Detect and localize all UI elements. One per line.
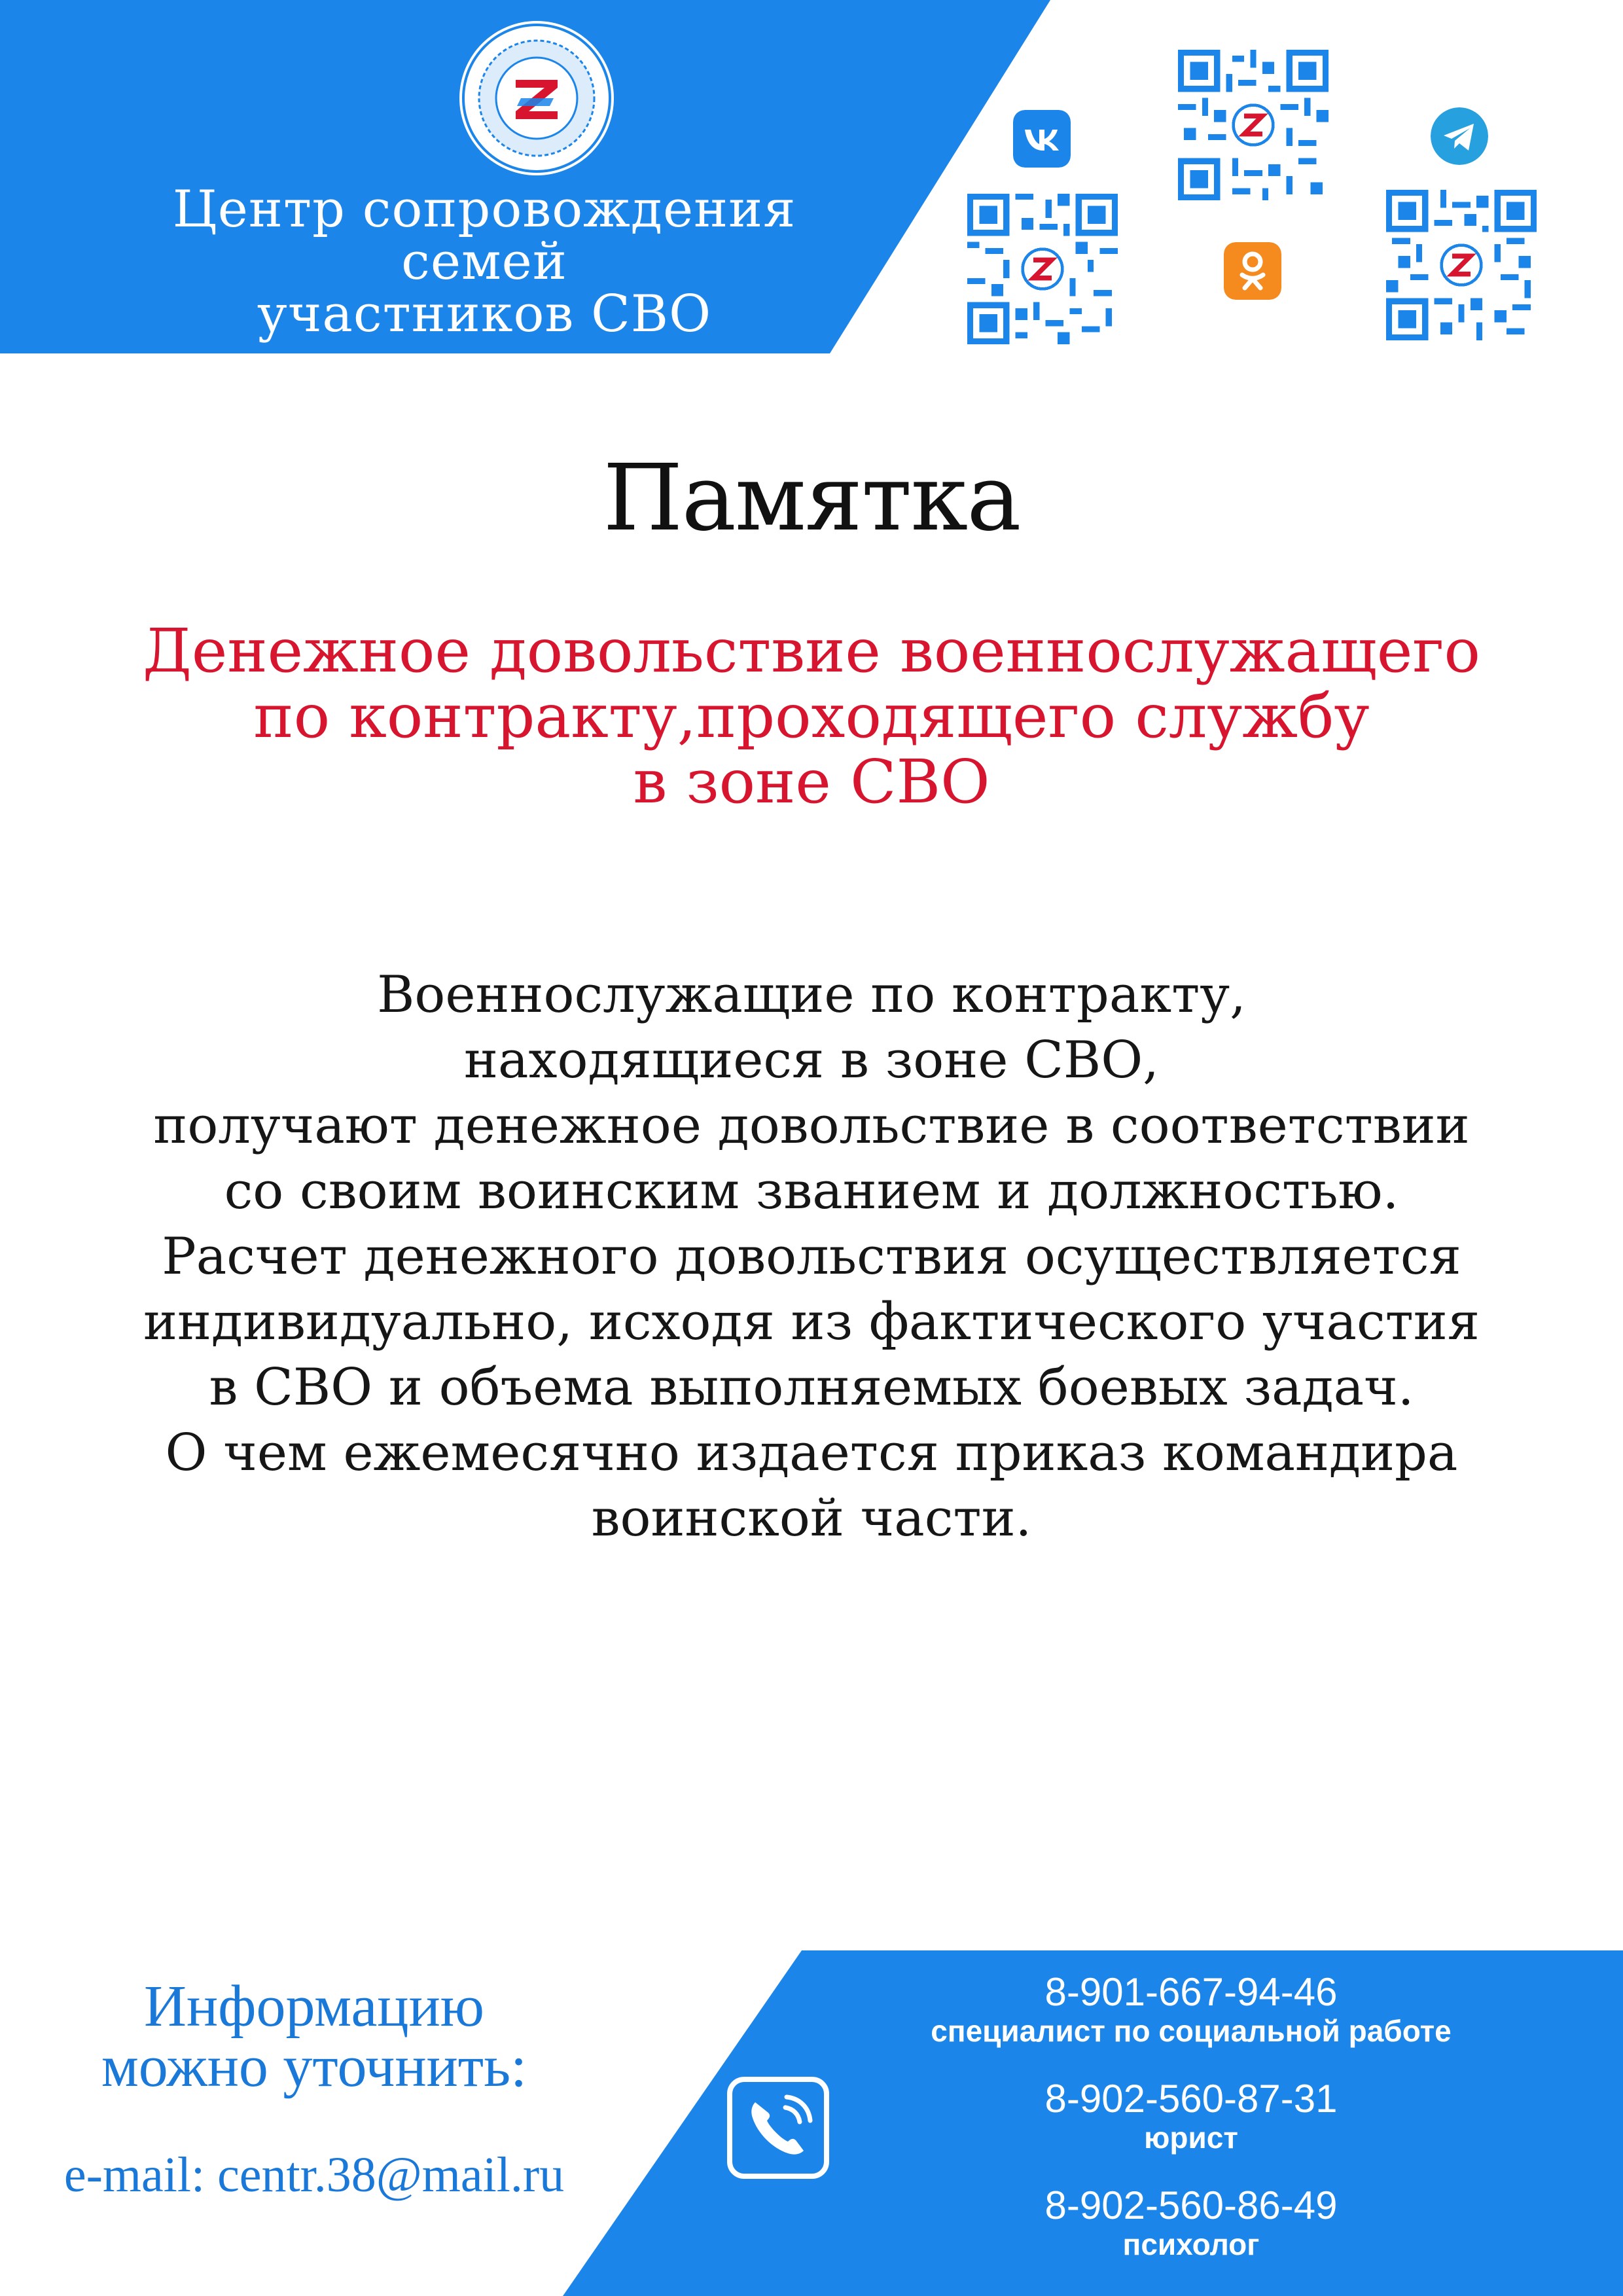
z-emblem-icon: [516, 80, 558, 119]
subtitle-line: Денежное довольствие военнослужащего: [143, 616, 1480, 686]
contact-psychologist: [851, 2185, 1531, 2262]
odnoklassniki-icon[interactable]: [1224, 242, 1281, 300]
body-line: со своим воинским званием и должностью.: [224, 1162, 1399, 1221]
qr-code-vk[interactable]: [967, 194, 1118, 344]
phone-number[interactable]: 8-902-560-86-49: [1044, 2183, 1338, 2227]
qr-code-telegram[interactable]: [1386, 190, 1537, 340]
info-label: [0, 1974, 628, 2099]
body-line: Расчет денежного довольствия осуществляется: [162, 1227, 1461, 1286]
subtitle-line: в зоне СВО: [633, 747, 990, 817]
contact-role: юрист: [1144, 2121, 1238, 2155]
contact-role: специалист по социальной работе: [931, 2014, 1452, 2048]
qr-code-ok[interactable]: [1178, 50, 1329, 200]
body-line: получают денежное довольствие в соответствии: [153, 1096, 1470, 1155]
contact-lawyer: [851, 2078, 1531, 2155]
subtitle-line: по контракту,проходящего службу: [253, 681, 1370, 751]
body-line: О чем ежемесячно издается приказ командира: [165, 1424, 1458, 1482]
body-line: Военнослужащие по контракту,: [377, 965, 1246, 1024]
body-line: находящиеся в зоне СВО,: [464, 1031, 1159, 1090]
telegram-icon[interactable]: [1431, 107, 1488, 165]
memo-title: Памятка: [603, 445, 1020, 552]
phone-call-icon: [726, 2076, 830, 2179]
contact-role: психолог: [1122, 2227, 1260, 2261]
memo-subtitle: [0, 616, 1623, 817]
body-line: воинской части.: [591, 1489, 1032, 1548]
phone-number[interactable]: 8-901-667-94-46: [1044, 1970, 1338, 2014]
body-line: индивидуально, исходя из фактического участия: [143, 1293, 1480, 1352]
org-title-line: Центр сопровождения: [172, 180, 796, 239]
phone-number[interactable]: 8-902-560-87-31: [1044, 2077, 1338, 2121]
info-label-line: можно уточнить:: [101, 2034, 527, 2099]
memo-body: [0, 962, 1623, 1551]
contact-social-worker: [851, 1971, 1531, 2049]
info-label-line: Информацию: [144, 1974, 484, 2039]
vk-icon[interactable]: [1013, 110, 1071, 168]
org-logo: [458, 20, 615, 177]
email-link[interactable]: e-mail: centr.38@mail.ru: [63, 2147, 565, 2202]
org-title-line: семей: [401, 232, 567, 291]
body-line: в СВО и объема выполняемых боевых задач.: [209, 1358, 1414, 1417]
org-title: [0, 180, 969, 344]
org-title-line: участников СВО: [257, 285, 712, 344]
